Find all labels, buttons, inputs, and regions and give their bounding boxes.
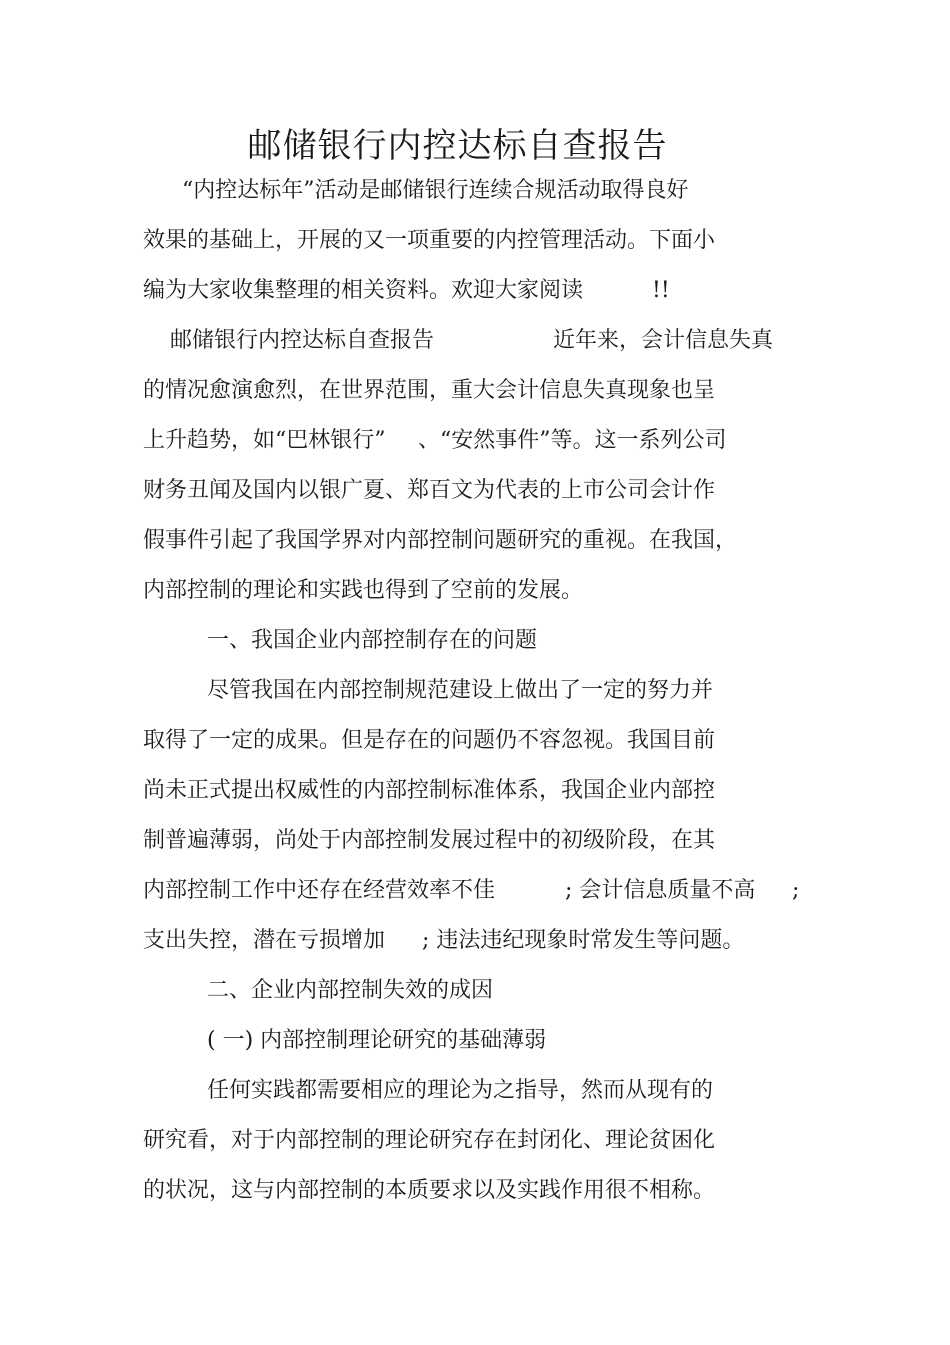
intro-line-3a: 编为大家收集整理的相关资料。欢迎大家阅读 (143, 278, 584, 303)
para1-line-4: 财务丑闻及国内以银广夏、郑百文为代表的上市公司会计作 (143, 478, 716, 503)
para2-line-1: 尽管我国在内部控制规范建设上做出了一定的努力并 (207, 678, 714, 703)
para3-line-3: 的状况，这与内部控制的本质要求以及实践作用很不相称。 (143, 1178, 716, 1203)
intro-line-1: “内控达标年”活动是邮储银行连续合规活动取得良好 (182, 178, 689, 203)
para2-line-4: 制普遍薄弱，尚处于内部控制发展过程中的初级阶段，在其 (143, 828, 716, 853)
subsection-heading-1: ( 一) 内部控制理论研究的基础薄弱 (207, 1028, 547, 1053)
section-heading-1: 一、我国企业内部控制存在的问题 (207, 628, 538, 653)
section-heading-2: 二、企业内部控制失效的成因 (207, 978, 494, 1003)
para1-line-5: 假事件引起了我国学界对内部控制问题研究的重视。在我国， (143, 528, 738, 553)
para2-line-3: 尚未正式提出权威性的内部控制标准体系，我国企业内部控 (143, 778, 716, 803)
para1-line-2: 的情况愈演愈烈，在世界范围，重大会计信息失真现象也呈 (143, 378, 716, 403)
para2-line-6b: ; 违法违纪现象时常发生等问题。 (422, 928, 745, 953)
para3-line-1: 任何实践都需要相应的理论为之指导，然而从现有的 (207, 1078, 714, 1103)
para3-line-2: 研究看，对于内部控制的理论研究存在封闭化、理论贫困化 (143, 1128, 716, 1153)
intro-line-3b: !! (652, 278, 670, 303)
para1-line-3b: 、“安然事件”等。这一系列公司 (418, 428, 727, 453)
para2-line-5c: ; (792, 878, 800, 903)
para2-line-6a: 支出失控，潜在亏损增加 (143, 928, 386, 953)
para1-line-1b: 近年来，会计信息失真 (553, 328, 774, 353)
document-title: 邮储银行内控达标自查报告 (247, 126, 668, 166)
intro-line-2: 效果的基础上，开展的又一项重要的内控管理活动。下面小 (143, 228, 716, 253)
para2-line-2: 取得了一定的成果。但是存在的问题仍不容忽视。我国目前 (143, 728, 716, 753)
para2-line-5a: 内部控制工作中还存在经营效率不佳 (143, 878, 496, 903)
para1-line-1a: 邮储银行内控达标自查报告 (170, 328, 435, 353)
para1-line-6: 内部控制的理论和实践也得到了空前的发展。 (143, 578, 584, 603)
para2-line-5b: ; 会计信息质量不高 (565, 878, 756, 903)
para1-line-3a: 上升趋势，如“巴林银行” (143, 428, 386, 453)
